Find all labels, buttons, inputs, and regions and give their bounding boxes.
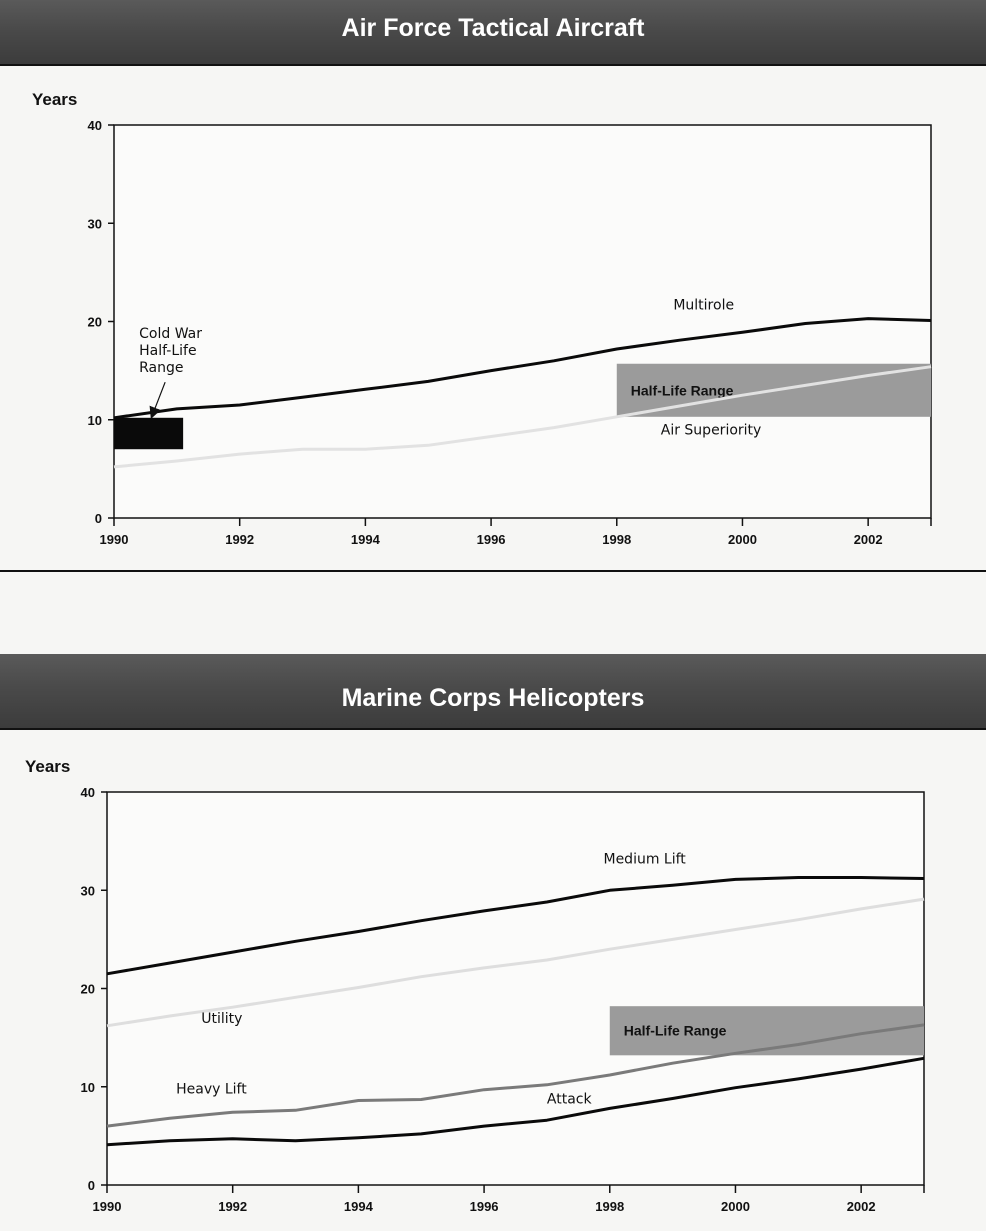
chart-2-half-life-range-label: Half-Life Range bbox=[623, 1022, 727, 1039]
chart-1-x-tick-label-5: 2000 bbox=[728, 532, 757, 547]
chart-1-y-tick-label-4: 40 bbox=[87, 118, 102, 133]
chart-1-annotation-2-multirole: Multirole bbox=[673, 297, 735, 314]
chart-1-region-1 bbox=[114, 418, 183, 449]
chart-1-x-tick-label-0: 1990 bbox=[99, 532, 129, 547]
chart-2-y-axis-label: Years bbox=[25, 757, 71, 776]
chart-2-annotation-1-medium-lift: Medium Lift bbox=[603, 851, 686, 868]
chart-2-annotation-2-utility: Utility bbox=[201, 1010, 243, 1027]
chart-2-x-tick-label-3: 1996 bbox=[469, 1199, 499, 1214]
chart-1-bottom-rule bbox=[0, 570, 986, 572]
chart-1-y-tick-label-3: 30 bbox=[87, 216, 102, 232]
chart-2-x-tick-label-1: 1992 bbox=[218, 1199, 248, 1214]
chart-2-annotation-4-attack: Attack bbox=[546, 1091, 592, 1108]
chart-2-y-tick-label-0: 0 bbox=[87, 1178, 95, 1193]
chart-1-plot-frame bbox=[114, 125, 931, 518]
chart-2-y-tick-label-3: 30 bbox=[80, 883, 95, 899]
chart-2-plot-frame bbox=[107, 792, 924, 1185]
chart-2-x-tick-label-6: 2002 bbox=[846, 1199, 876, 1214]
chart-1-x-tick-label-2: 1994 bbox=[350, 532, 380, 547]
chart-2-x-tick-label-0: 1990 bbox=[92, 1199, 122, 1214]
chart-1-y-axis-label: Years bbox=[32, 90, 78, 109]
chart-2-title-banner bbox=[0, 654, 986, 728]
chart-1-svg bbox=[0, 66, 986, 570]
chart-2-x-tick-label-4: 1998 bbox=[595, 1199, 625, 1214]
chart-1-panel bbox=[0, 66, 986, 570]
chart-1-x-tick-label-6: 2002 bbox=[853, 532, 883, 547]
chart-1-x-tick-label-1: 1992 bbox=[225, 532, 255, 547]
chart-2-y-tick-label-2: 20 bbox=[80, 981, 95, 997]
chart-1-annotation-1-line-1: Cold War bbox=[139, 326, 202, 343]
chart-2-title: Marine Corps Helicopters bbox=[341, 684, 645, 712]
chart-1-title-banner bbox=[0, 0, 986, 64]
chart-1-x-tick-label-3: 1996 bbox=[476, 532, 506, 547]
chart-1-annotation-1-line-3: Range bbox=[139, 360, 184, 377]
chart-2-y-tick-label-4: 40 bbox=[80, 785, 95, 800]
chart-1-half-life-range-label: Half-Life Range bbox=[630, 382, 734, 399]
chart-1-title: Air Force Tactical Aircraft bbox=[341, 14, 645, 42]
chart-2-y-tick-label-1: 10 bbox=[80, 1079, 95, 1095]
chart-1-annotation-1-line-2: Half-Life bbox=[139, 343, 197, 360]
chart-1-x-tick-label-4: 1998 bbox=[602, 532, 632, 547]
chart-1-annotation-3-air-superiority: Air Superiority bbox=[660, 422, 762, 439]
chart-1-y-tick-label-0: 0 bbox=[94, 511, 102, 526]
chart-2-svg bbox=[0, 730, 986, 1226]
chart-2-panel bbox=[0, 730, 986, 1226]
chart-2-annotation-3-heavy-lift: Heavy Lift bbox=[176, 1081, 247, 1098]
chart-1-y-tick-label-1: 10 bbox=[87, 412, 102, 428]
chart-2-x-tick-label-5: 2000 bbox=[721, 1199, 750, 1214]
chart-1-y-tick-label-2: 20 bbox=[87, 314, 102, 330]
chart-2-x-tick-label-2: 1994 bbox=[343, 1199, 373, 1214]
